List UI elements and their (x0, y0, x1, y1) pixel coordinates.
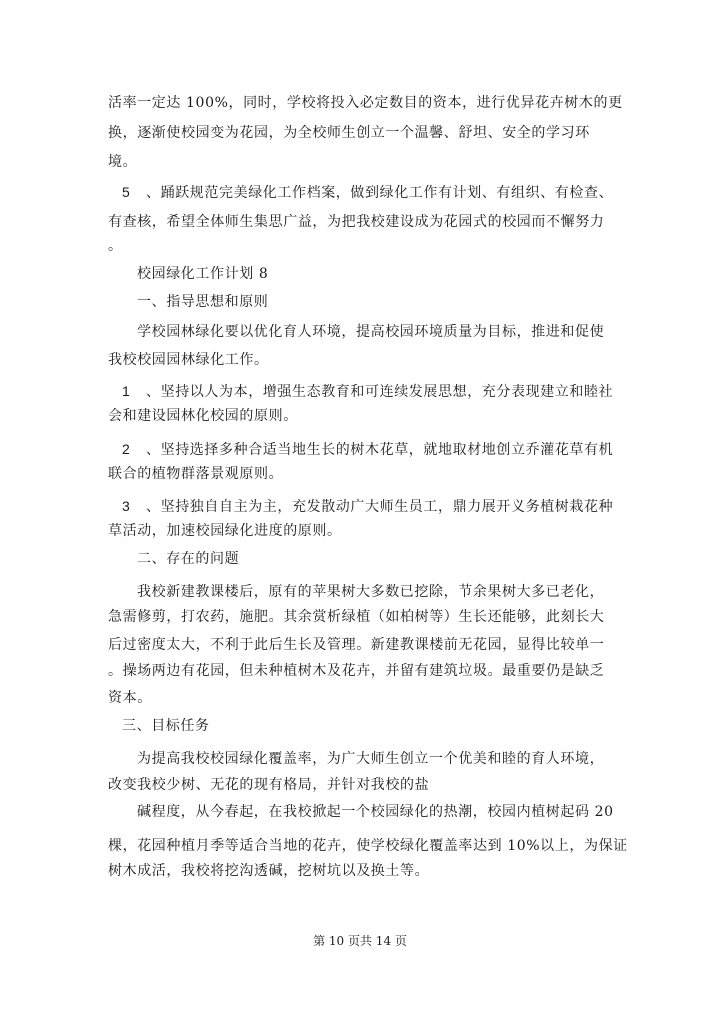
list-number: 1 (122, 383, 131, 399)
list-text: 、坚持选择多种合适当地生长的树木花草，就地取材地创立乔灌花草有机 (146, 442, 614, 458)
paragraph-line: 碱程度，从今春起，在我校掀起一个校园绿化的热潮，校园内植树起码 20 (137, 804, 614, 820)
paragraph-line: 。 (108, 238, 123, 254)
section-title: 校园绿化工作计划 8 (137, 266, 269, 282)
paragraph-line: 联合的植物群落景观原则。 (108, 466, 284, 482)
paragraph-line: 学校园林绿化要以优化育人环境，提高校园环境质量为目标，推进和促使 (137, 324, 605, 340)
paragraph-line: 树木成活，我校将挖沟透碱，挖树坑以及换土等。 (108, 863, 430, 879)
paragraph-line: 为提高我校校园绿化覆盖率，为广大师生创立一个优美和睦的育人环境， (137, 751, 605, 767)
paragraph-line: 我校校园园林绿化工作。 (108, 352, 269, 368)
list-text: 、坚持独自自主为主，充发散动广大师生员工，鼎力展开义务植树栽花种 (146, 499, 614, 515)
section-heading: 三、目标任务 (122, 718, 210, 734)
list-text: 、踊跃规范完美绿化工作档案，做到绿化工作有计划、有组织、有检查、 (146, 185, 614, 201)
list-item-5 (122, 183, 613, 202)
list-number: 3 (122, 498, 131, 514)
list-item-1 (122, 382, 613, 401)
list-number: 2 (122, 441, 131, 457)
paragraph-line: 。操场两边有花园，但未种植树木及花卉，并留有建筑垃圾。最重要仍是缺乏 (108, 663, 605, 679)
paragraph-line: 会和建设园林化校园的原则。 (108, 408, 298, 424)
paragraph-line: 我校新建教课楼后，原有的苹果树大多数已挖除，节余果树大多已老化， (137, 584, 605, 600)
paragraph-line: 境。 (108, 154, 138, 170)
paragraph-line: 换，逐渐使校园变为花园，为全校师生创立一个温馨、舒坦、安全的学习环 (108, 125, 590, 141)
page-number-footer: 第 10 页共 14 页 (313, 934, 407, 948)
paragraph-line: 改变我校少树、无花的现有格局，并针对我校的盐 (108, 777, 430, 793)
list-number: 5 (122, 184, 131, 200)
paragraph-line: 活率一定达 100%，同时，学校将投入必定数目的资本，进行优异花卉树木的更 (108, 95, 623, 111)
paragraph-line: 棵，花园种植月季等适合当地的花卉，使学校绿化覆盖率达到 10%以上，为保证 (108, 838, 628, 854)
list-item-2 (122, 440, 613, 459)
paragraph-line: 有查核，希望全体师生集思广益，为把我校建设成为花园式的校园而不懈努力 (108, 214, 605, 230)
list-item-3 (122, 497, 613, 516)
section-heading: 二、存在的问题 (137, 551, 240, 567)
paragraph-line: 后过密度太大，不利于此后生长及管理。新建教课楼前无花园，显得比较单一 (108, 637, 605, 653)
paragraph-line: 急需修剪，打农药，施肥。其余赏析绿植（如柏树等）生长还能够，此刻长大 (108, 609, 605, 625)
section-heading: 一、指导思想和原则 (137, 294, 269, 310)
paragraph-line: 资本。 (108, 690, 152, 706)
paragraph-line: 草活动，加速校园绿化进度的原则。 (108, 523, 342, 539)
list-text: 、坚持以人为本，增强生态教育和可连续发展思想，充分表现建立和睦社 (146, 384, 614, 400)
